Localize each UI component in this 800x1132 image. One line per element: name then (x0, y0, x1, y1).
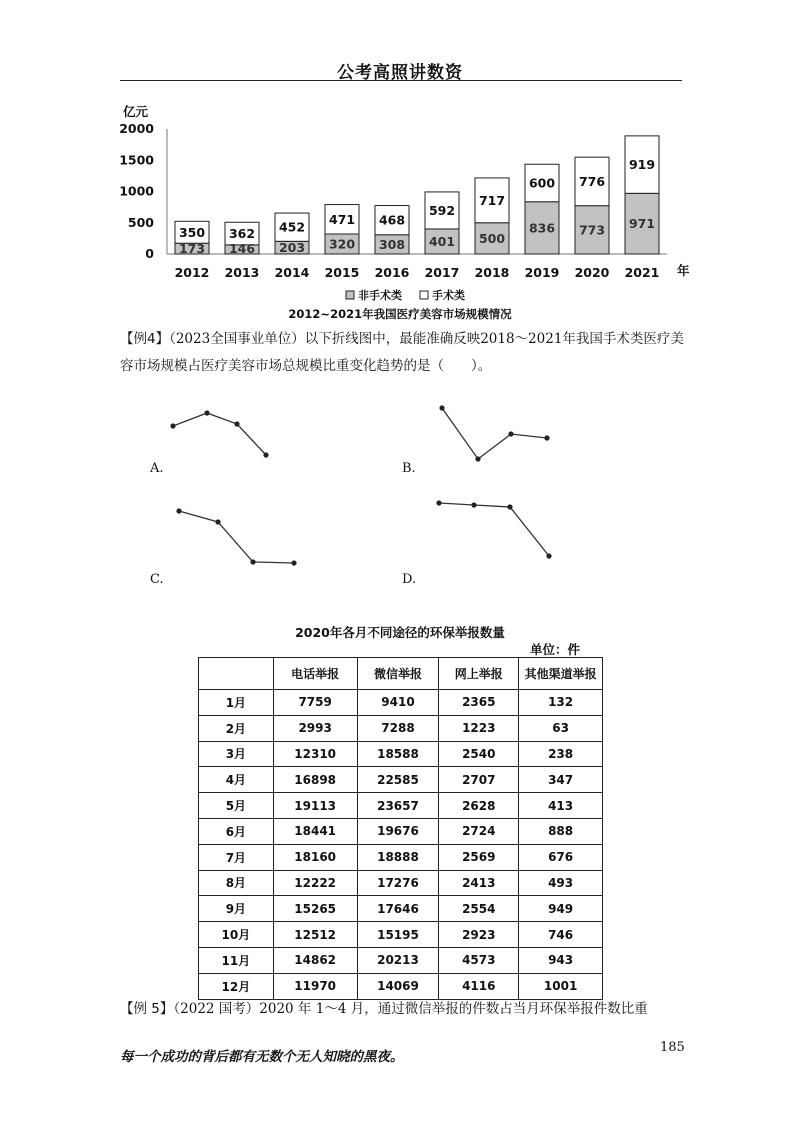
x-tick-label: 2021 (624, 265, 660, 280)
table-month-cell: 3月 (199, 741, 274, 767)
table-cell: 4116 (439, 973, 519, 999)
market-size-bar-chart (110, 100, 690, 322)
option-a-label[interactable]: A. (150, 461, 164, 476)
table-row (199, 793, 603, 819)
table-cell: 347 (519, 767, 603, 793)
table-cell: 493 (519, 870, 603, 896)
table-cell: 11970 (273, 973, 357, 999)
question-5-text: （2022 国考）2020 年 1～4 月，通过微信举报的件数占当月环保举报件数比重 (173, 1001, 648, 1017)
table-month-cell: 5月 (199, 793, 274, 819)
table-cell: 943 (519, 947, 603, 973)
table-row (199, 922, 603, 948)
footer-motto: 每一个成功的背后都有无数个无人知晓的黑夜。 (120, 1049, 404, 1065)
option-a-point (170, 423, 175, 428)
table-cell: 888 (519, 818, 603, 844)
table-title: 2020年各月不同途径的环保举报数量 (295, 625, 505, 640)
data-label-surgical: 350 (178, 224, 206, 240)
data-label-surgical: 717 (478, 192, 506, 208)
table-month-cell: 9月 (199, 896, 274, 922)
table-cell: 18441 (273, 818, 357, 844)
table-cell: 413 (519, 793, 603, 819)
option-c-point (176, 508, 181, 513)
option-d-point (546, 553, 551, 558)
option-c-point (250, 559, 255, 564)
option-a-point (204, 410, 209, 415)
table-cell: 2569 (439, 844, 519, 870)
data-label-non-surgical: 836 (528, 220, 556, 236)
table-month-cell: 4月 (199, 767, 274, 793)
table-cell: 23657 (357, 793, 439, 819)
option-b-point (508, 431, 513, 436)
data-label-non-surgical: 773 (578, 222, 606, 238)
table-cell: 2993 (273, 715, 357, 741)
report-table (198, 657, 603, 1000)
table-cell: 7288 (357, 715, 439, 741)
table-row (199, 844, 603, 870)
table-cell: 19113 (273, 793, 357, 819)
table-cell: 746 (519, 922, 603, 948)
table-row (199, 690, 603, 716)
table-cell: 20213 (357, 947, 439, 973)
table-month-cell: 2月 (199, 715, 274, 741)
table-month-cell: 10月 (199, 922, 274, 948)
x-tick-label: 2019 (524, 265, 560, 280)
question-4 (120, 326, 685, 380)
option-b-point (475, 456, 480, 461)
option-d-point (436, 500, 441, 505)
table-month-cell: 1月 (199, 690, 274, 716)
table-cell: 2540 (439, 741, 519, 767)
data-label-non-surgical: 308 (378, 236, 406, 252)
option-d-line (439, 503, 549, 556)
question-4-tag: 【例4】 (120, 331, 170, 347)
data-label-surgical: 919 (628, 157, 656, 173)
table-row (199, 767, 603, 793)
table-month-cell: 7月 (199, 844, 274, 870)
table-unit: 单位：件 (530, 642, 581, 657)
table-cell: 15265 (273, 896, 357, 922)
x-tick-label: 2017 (424, 265, 460, 280)
table-cell: 9410 (357, 690, 439, 716)
table-cell: 676 (519, 844, 603, 870)
option-d-point (471, 502, 476, 507)
page-header-title: 公考高照讲数资 (337, 63, 463, 83)
table-cell: 18888 (357, 844, 439, 870)
legend-swatch-non-surgical (346, 291, 354, 299)
option-b-point (544, 435, 549, 440)
data-label-non-surgical: 146 (228, 241, 256, 256)
y-tick-label: 2000 (119, 121, 154, 136)
data-label-surgical: 776 (578, 173, 606, 189)
data-label-non-surgical: 500 (478, 230, 506, 246)
table-header-row (199, 658, 603, 690)
table-cell: 18588 (357, 741, 439, 767)
table-row (199, 870, 603, 896)
y-tick-label: 1500 (119, 152, 154, 168)
y-tick-label: 500 (127, 214, 154, 230)
table-cell: 2554 (439, 896, 519, 922)
table-header-cell (199, 658, 274, 690)
table-cell: 12222 (273, 870, 357, 896)
table-row (199, 715, 603, 741)
header-divider (120, 80, 682, 81)
option-c-point (215, 519, 220, 524)
option-d-label[interactable]: D. (402, 572, 417, 587)
data-label-surgical: 600 (528, 175, 556, 191)
table-cell: 132 (519, 690, 603, 716)
table-row (199, 741, 603, 767)
option-d-point (507, 504, 512, 509)
table-cell: 17276 (357, 870, 439, 896)
data-label-surgical: 452 (278, 219, 306, 235)
table-cell: 14862 (273, 947, 357, 973)
option-a-point (234, 421, 239, 426)
table-header-cell: 其他渠道举报 (519, 658, 603, 690)
x-tick-label: 2015 (324, 265, 360, 280)
data-label-non-surgical: 203 (278, 240, 306, 256)
table-row (199, 947, 603, 973)
table-month-cell: 6月 (199, 818, 274, 844)
table-cell: 1223 (439, 715, 519, 741)
table-cell: 18160 (273, 844, 357, 870)
data-label-surgical: 362 (228, 226, 256, 242)
chart-title: 2012~2021年我国医疗美容市场规模情况 (288, 307, 512, 321)
x-tick-label: 2016 (374, 265, 410, 280)
option-b-label[interactable]: B. (402, 461, 416, 476)
table-cell: 17646 (357, 896, 439, 922)
data-label-non-surgical: 173 (178, 241, 206, 256)
table-month-cell: 11月 (199, 947, 274, 973)
legend-label-surgical: 手术类 (432, 289, 465, 302)
table-row (199, 896, 603, 922)
table-cell: 12310 (273, 741, 357, 767)
table-cell: 2628 (439, 793, 519, 819)
question-4-text: （2023全国事业单位）以下折线图中，最能准确反映2018～2021年我国手术类医疗美容市场规模占医疗美容市场总规模比重变化趋势的是（ ）。 (120, 331, 684, 374)
x-tick-label: 2020 (574, 265, 610, 280)
option-c-line (179, 511, 294, 563)
table-cell: 19676 (357, 818, 439, 844)
legend-swatch-surgical (420, 291, 428, 299)
table-cell: 14069 (357, 973, 439, 999)
table-cell: 2923 (439, 922, 519, 948)
table-cell: 2724 (439, 818, 519, 844)
x-tick-label: 2014 (274, 265, 310, 280)
table-cell: 2365 (439, 690, 519, 716)
legend-label-non-surgical: 非手术类 (358, 289, 402, 302)
table-cell: 2707 (439, 767, 519, 793)
question-5-tag: 【例 5】 (120, 1001, 174, 1017)
table-cell: 2413 (439, 870, 519, 896)
data-label-non-surgical: 401 (428, 233, 456, 249)
data-label-surgical: 468 (378, 212, 406, 228)
table-header-cell: 电话举报 (273, 658, 357, 690)
table-header-cell: 微信举报 (357, 658, 439, 690)
table-cell: 949 (519, 896, 603, 922)
question-5 (120, 996, 685, 1023)
page-number: 185 (660, 1040, 685, 1055)
table-header-cell: 网上举报 (439, 658, 519, 690)
option-a-line (173, 413, 266, 455)
option-b-point (439, 405, 444, 410)
option-c-label[interactable]: C. (150, 572, 164, 587)
table-cell: 1001 (519, 973, 603, 999)
table-month-cell: 12月 (199, 973, 274, 999)
data-label-non-surgical: 320 (328, 236, 356, 252)
x-axis-label: 年 (677, 263, 690, 278)
y-axis-label: 亿元 (123, 104, 149, 119)
x-tick-label: 2018 (474, 265, 510, 280)
x-tick-label: 2012 (174, 265, 210, 280)
table-cell: 7759 (273, 690, 357, 716)
table-cell: 16898 (273, 767, 357, 793)
table-cell: 15195 (357, 922, 439, 948)
table-cell: 12512 (273, 922, 357, 948)
x-tick-label: 2013 (224, 265, 260, 280)
table-cell: 238 (519, 741, 603, 767)
table-month-cell: 8月 (199, 870, 274, 896)
option-b-line (442, 408, 547, 459)
data-label-surgical: 592 (428, 202, 456, 218)
y-tick-label: 0 (145, 246, 154, 261)
data-label-surgical: 471 (328, 211, 356, 227)
table-cell: 22585 (357, 767, 439, 793)
table-row (199, 818, 603, 844)
option-c-point (291, 560, 296, 565)
table-cell: 63 (519, 715, 603, 741)
option-a-point (263, 452, 268, 457)
y-tick-label: 1000 (119, 183, 154, 199)
table-cell: 4573 (439, 947, 519, 973)
data-label-non-surgical: 971 (628, 216, 656, 232)
